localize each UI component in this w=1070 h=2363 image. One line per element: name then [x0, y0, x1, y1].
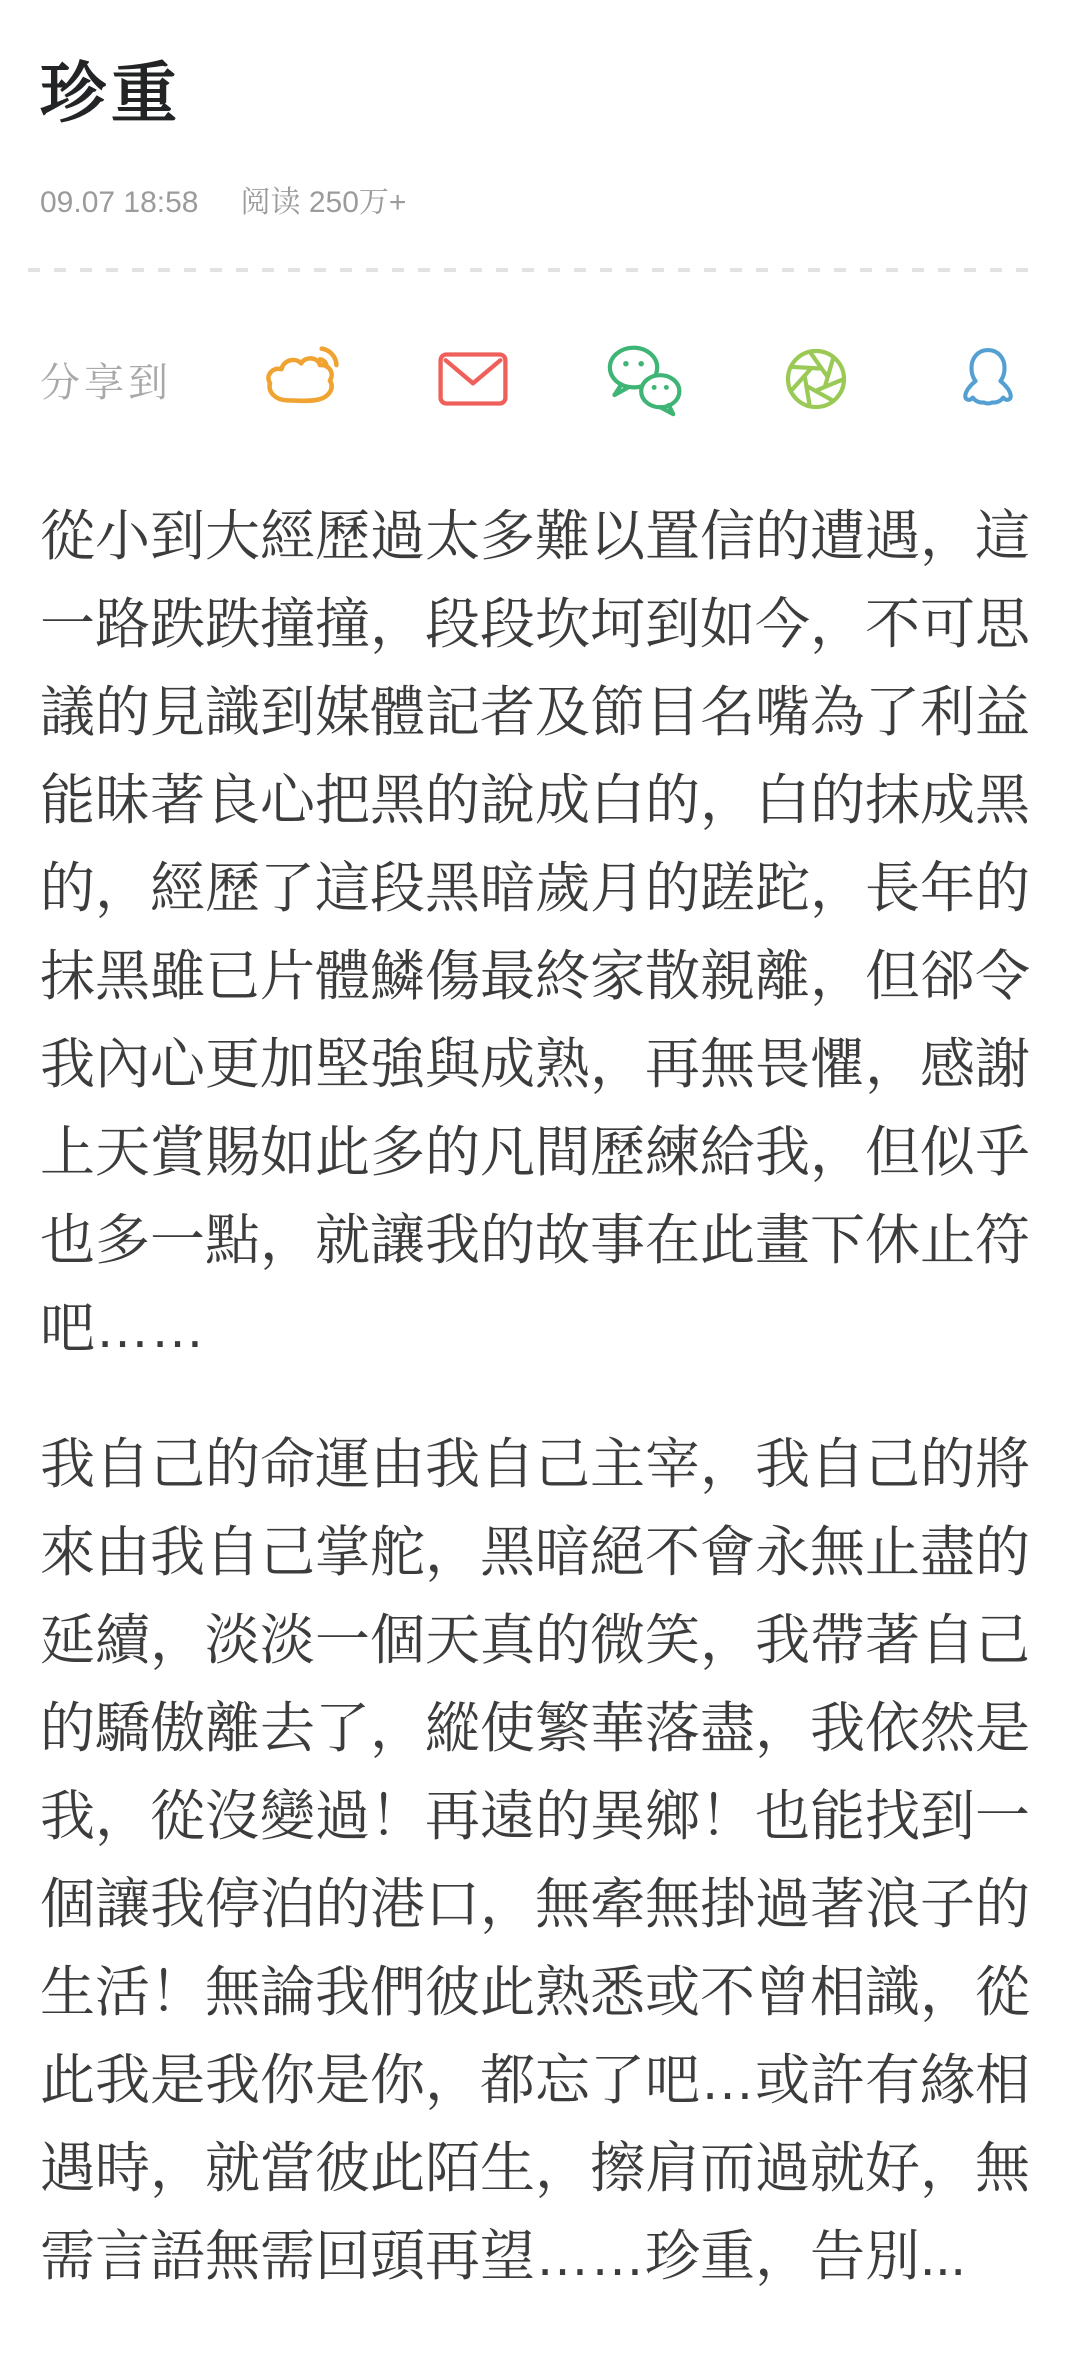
- paragraph-2: [40, 1420, 1030, 2300]
- share-qq-button[interactable]: [946, 338, 1030, 420]
- share-moments-button[interactable]: [774, 338, 858, 420]
- article-line: 我，從沒變過！再遠的異鄉！也能找到一: [40, 1785, 1030, 1847]
- publish-time: 09.07 18:58: [40, 186, 199, 219]
- article-meta: [40, 182, 1030, 224]
- moments-aperture-icon: [781, 344, 851, 414]
- article-line: 延續，淡淡一個天真的微笑，我帶著自己: [40, 1609, 1030, 1671]
- article-page: [0, 52, 1070, 2300]
- article-line: 遇時，就當彼此陌生，擦肩而過就好，無: [40, 2137, 1030, 2199]
- dashed-divider: [28, 268, 1042, 272]
- weibo-icon: [261, 338, 343, 420]
- article-line: 議的見識到媒體記者及節目名嘴為了利益: [40, 681, 1030, 743]
- article-line: 來由我自己掌舵，黑暗絕不會永無止盡的: [40, 1521, 1030, 1583]
- article-line: 生活！無論我們彼此熟悉或不曾相識，從: [40, 1961, 1030, 2023]
- read-count: 阅读 250万+: [240, 186, 407, 219]
- article-line: 的驕傲離去了，縱使繁華落盡，我依然是: [40, 1697, 1030, 1759]
- article-line: 個讓我停泊的港口，無牽無掛過著浪子的: [40, 1873, 1030, 1935]
- article-body: [40, 492, 1030, 2300]
- article-line: 上天賞賜如此多的凡間歷練給我，但似乎: [40, 1121, 1030, 1183]
- wechat-icon: [603, 340, 687, 418]
- article-line: 需言語無需回頭再望……珍重，告別...: [40, 2225, 966, 2287]
- article-line: 也多一點，就讓我的故事在此畫下休止符: [40, 1209, 1030, 1271]
- paragraph-1: [40, 492, 1030, 1372]
- article-line: 的，經歷了這段黑暗歲月的蹉跎，長年的: [40, 857, 1030, 919]
- share-wechat-button[interactable]: [603, 338, 687, 420]
- share-bar: [40, 338, 1030, 420]
- article-line: 從小到大經歷過太多難以置信的遭遇，這: [40, 505, 1030, 567]
- article-line: 一路跌跌撞撞，段段坎坷到如今，不可思: [40, 593, 1030, 655]
- article-line: 我內心更加堅強與成熟，再無畏懼，感謝: [40, 1033, 1030, 1095]
- article-line: 能昧著良心把黑的說成白的，白的抹成黑: [40, 769, 1030, 831]
- mail-icon: [437, 350, 509, 408]
- article-line: 吧……: [40, 1297, 206, 1359]
- share-weibo-button[interactable]: [260, 338, 344, 420]
- article-title: 珍重: [40, 56, 182, 130]
- qq-icon: [957, 344, 1019, 414]
- share-label: 分享到: [40, 360, 172, 405]
- article-line: 此我是我你是你，都忘了吧…或許有緣相: [40, 2049, 1030, 2111]
- article-line: 抹黑雖已片體鱗傷最終家散親離，但郤令: [40, 945, 1030, 1007]
- share-mail-button[interactable]: [431, 338, 515, 420]
- article-line: 我自己的命運由我自己主宰，我自己的將: [40, 1433, 1030, 1495]
